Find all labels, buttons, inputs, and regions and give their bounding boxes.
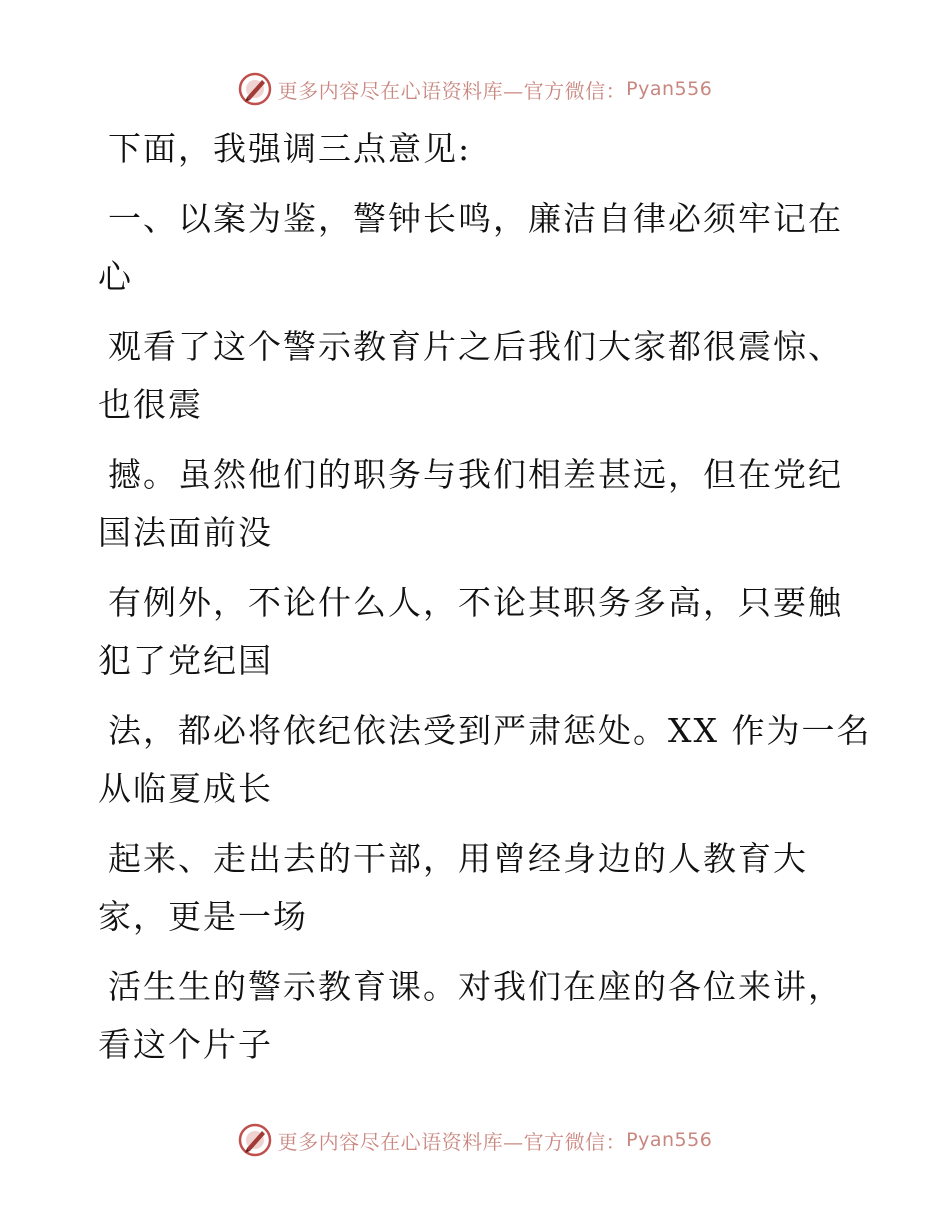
text-line: 心 (98, 257, 133, 296)
paragraph-gap (98, 946, 858, 958)
text-line: 也很震 (98, 385, 203, 424)
text-line: 家，更是一场 (98, 897, 308, 936)
text-line: 活生生的警示教育课。对我们在座的各位来讲， (108, 967, 843, 1006)
watermark-handle: Pyan556 (626, 78, 713, 100)
paragraph-gap (98, 306, 858, 318)
paragraph-gap (98, 562, 858, 574)
document-body (98, 120, 872, 1074)
text-line: 国法面前没 (98, 513, 273, 552)
header-watermark (0, 69, 950, 109)
text-line: 一、以案为鉴，警钟长鸣，廉洁自律必须牢记在 (108, 199, 843, 238)
text-line: 犯了党纪国 (98, 641, 273, 680)
watermark-text: 更多内容尽在心语资料库—官方微信： (277, 78, 627, 103)
text-line: 撼。虽然他们的职务与我们相差甚远，但在党纪 (108, 455, 843, 494)
text-line: 起来、走出去的干部，用曾经身边的人教育大 (108, 839, 808, 878)
watermark-handle: Pyan556 (626, 1129, 713, 1151)
pen-logo-icon (238, 1123, 272, 1157)
paragraph-gap (98, 690, 858, 702)
text-line: 有例外，不论什么人，不论其职务多高，只要触 (108, 583, 843, 622)
pen-logo-icon (238, 72, 272, 106)
text-line: 观看了这个警示教育片之后我们大家都很震惊、 (108, 327, 843, 366)
paragraph-gap (98, 178, 858, 190)
paragraph-gap (98, 818, 858, 830)
text-line: 看这个片子 (98, 1025, 273, 1064)
text-line: 下面，我强调三点意见: (108, 129, 472, 168)
watermark-text: 更多内容尽在心语资料库—官方微信： (277, 1129, 627, 1154)
paragraph-gap (98, 434, 858, 446)
footer-watermark (0, 1120, 950, 1160)
text-line: 法，都必将依纪依法受到严肃惩处。XX 作为一名 (108, 711, 872, 750)
text-line: 从临夏成长 (98, 769, 273, 808)
